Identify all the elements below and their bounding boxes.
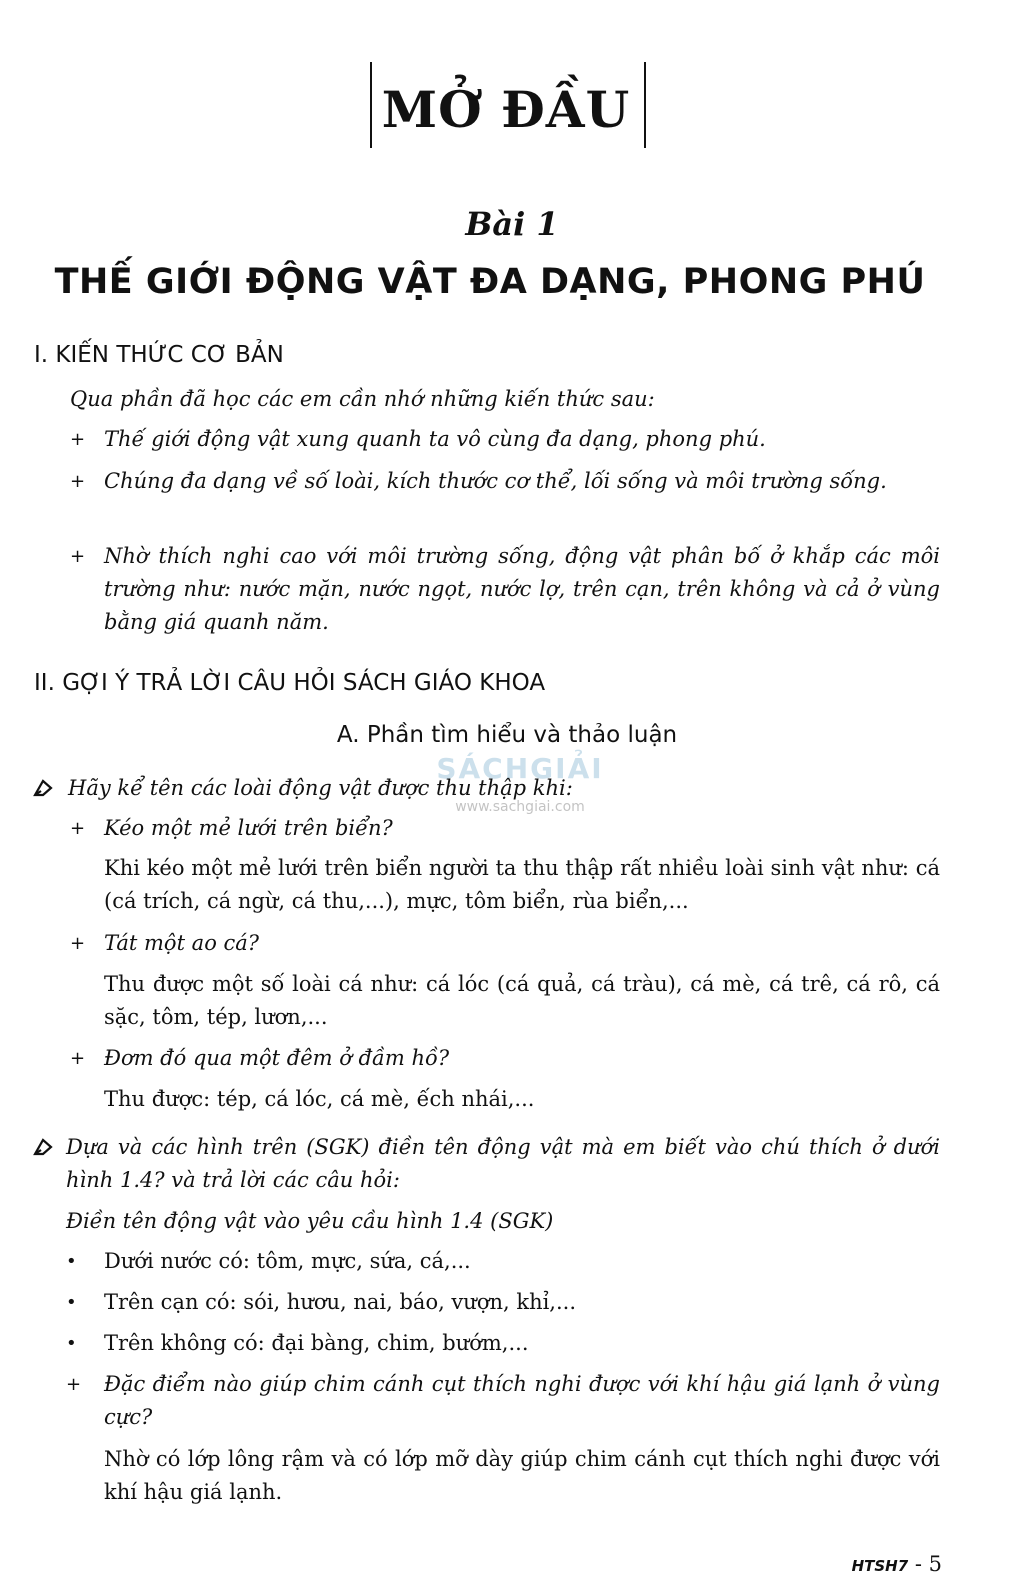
habitat-list-item: Trên cạn có: sói, hươu, nai, báo, vượn, khỉ,...	[104, 1290, 577, 1314]
sub-question: Tát một ao cá?	[104, 931, 260, 955]
bullet-marker: •	[66, 1251, 77, 1272]
footer-separator: -	[908, 1552, 929, 1576]
pencil-bullet-icon	[32, 777, 54, 799]
knowledge-item: Nhờ thích nghi cao với môi trường sống, động vật phân bố ở khắp các môi trường như: nước mặn, nước ngọt, nước lợ, trên cạn, trên không và cả ở vùng bằng giá quanh năm.	[104, 544, 940, 634]
answer-text: Thu được một số loài cá như: cá lóc (cá quả, cá tràu), cá mè, cá trê, cá rô, cá sặc, tôm, tép, lươn,...	[104, 972, 940, 1029]
knowledge-item: Thế giới động vật xung quanh ta vô cùng đa dạng, phong phú.	[104, 427, 766, 451]
plus-marker: +	[70, 429, 86, 450]
section-heading-basic-knowledge: I. KIẾN THỨC CƠ BẢN	[34, 342, 284, 368]
plus-marker: +	[70, 546, 86, 567]
plus-marker: +	[70, 471, 86, 492]
question-prompt: Hãy kể tên các loài động vật được thu thập khi:	[68, 776, 573, 800]
watermark-url: www.sachgiai.com	[455, 799, 585, 815]
habitat-list-item: Dưới nước có: tôm, mực, sứa, cá,...	[104, 1249, 471, 1273]
chapter-title: MỞ ĐẦU	[381, 80, 631, 139]
plus-marker: +	[70, 818, 86, 839]
page-footer	[852, 1552, 942, 1576]
answer-text: Khi kéo một mẻ lưới trên biển người ta thu thập rất nhiều loài sinh vật như: cá (cá trích, cá ngừ, cá thu,...), mực, tôm biển, rùa biển,...	[104, 856, 940, 913]
sub-question: Kéo một mẻ lưới trên biển?	[104, 816, 393, 840]
watermark	[400, 752, 640, 815]
knowledge-item: Chúng đa dạng về số loài, kích thước cơ thể, lối sống và môi trường sống.	[104, 469, 887, 493]
sub-question: Đơm đó qua một đêm ở đầm hồ?	[104, 1046, 450, 1070]
plus-marker: +	[70, 1048, 86, 1069]
answer-text: Nhờ có lớp lông rậm và có lớp mỡ dày giúp chim cánh cụt thích nghi được với khí hậu giá lạnh.	[104, 1447, 940, 1504]
answer-text: Thu được: tép, cá lóc, cá mè, ếch nhái,...	[104, 1087, 535, 1111]
fill-instruction: Điền tên động vật vào yêu cầu hình 1.4 (SGK)	[66, 1209, 554, 1233]
watermark-logo: SÁCHGIẢI	[436, 752, 604, 785]
book-code: HTSH7	[851, 1557, 909, 1575]
sub-heading-discussion: A. Phần tìm hiểu và thảo luận	[336, 722, 678, 748]
section-intro: Qua phần đã học các em cần nhớ những kiến thức sau:	[70, 387, 655, 411]
section-heading-textbook-answers: II. GỢI Ý TRẢ LỜI CÂU HỎI SÁCH GIÁO KHOA	[34, 670, 546, 696]
lesson-number: Bài 1	[465, 205, 559, 243]
bullet-marker: •	[66, 1333, 77, 1354]
habitat-list-item: Trên không có: đại bàng, chim, bướm,...	[104, 1331, 529, 1355]
pencil-bullet-icon	[32, 1136, 54, 1158]
page-number: 5	[928, 1552, 942, 1576]
question-prompt: Dựa và các hình trên (SGK) điền tên động vật mà em biết vào chú thích ở dưới hình 1.4? và trả lời các câu hỏi:	[66, 1135, 940, 1192]
bullet-marker: •	[66, 1292, 77, 1313]
lesson-title: THẾ GIỚI ĐỘNG VẬT ĐA DẠNG, PHONG PHÚ	[54, 262, 926, 302]
plus-marker: +	[70, 933, 86, 954]
plus-marker: +	[66, 1374, 82, 1395]
sub-question: Đặc điểm nào giúp chim cánh cụt thích nghi được với khí hậu giá lạnh ở vùng cực?	[104, 1372, 940, 1429]
